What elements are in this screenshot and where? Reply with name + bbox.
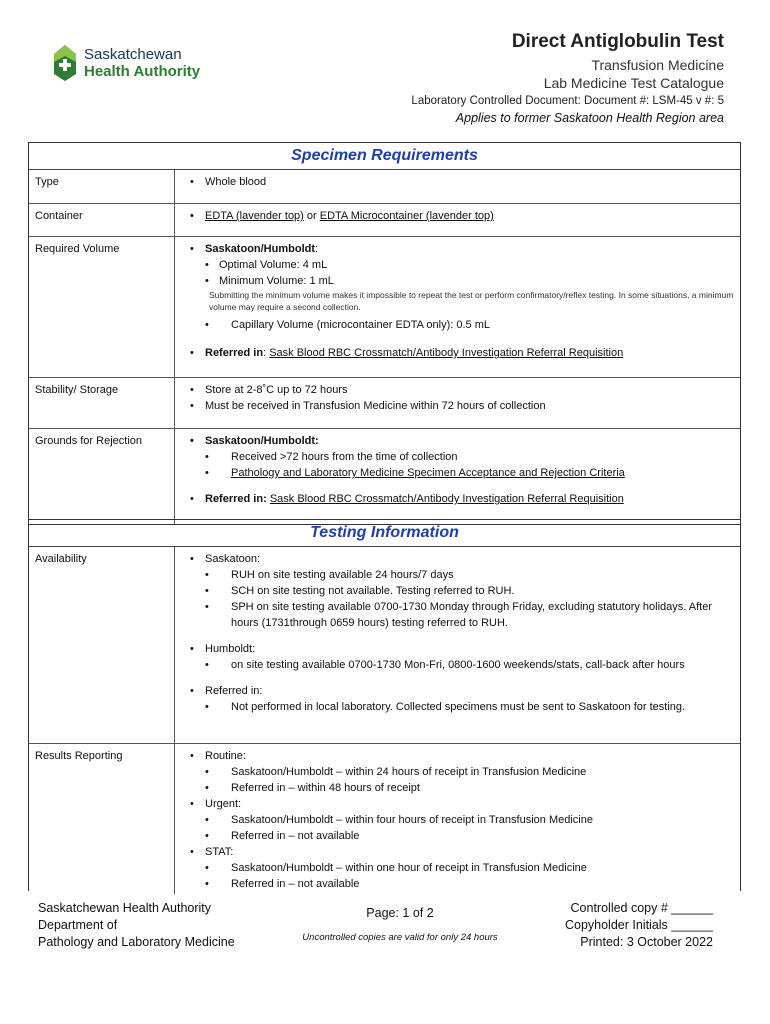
table-row bbox=[29, 547, 740, 744]
urgent-label: • Urgent: bbox=[183, 796, 734, 812]
type-value: • Whole blood bbox=[183, 174, 734, 190]
container-or: or bbox=[303, 210, 320, 222]
urgent-1: • Saskatoon/Humboldt – within four hours of receipt in Transfusion Medicine bbox=[183, 812, 734, 828]
avail-referred: • Referred in: bbox=[183, 683, 734, 699]
stat-label: • STAT: bbox=[183, 844, 734, 860]
sha-logo bbox=[52, 44, 200, 82]
department-subtitle: Transfusion Medicine bbox=[591, 57, 724, 73]
stat-1: • Saskatoon/Humboldt – within one hour of receipt in Transfusion Medicine bbox=[183, 860, 734, 876]
specimen-requirements-heading: Specimen Requirements bbox=[29, 143, 740, 170]
table-row bbox=[29, 204, 740, 237]
logo-line2: Health Authority bbox=[84, 63, 201, 80]
avail-s1: • RUH on site testing available 24 hours/7 days bbox=[183, 567, 734, 583]
sha-logo-icon bbox=[52, 44, 78, 82]
avail-s3: • SPH on site testing available 0700-1730 Monday through Friday, excluding statutory holidays. After hours (1731through 0659 hours) testing referred to RUH. bbox=[183, 599, 734, 631]
controlled-copy: Controlled copy # ______ bbox=[570, 901, 713, 915]
copyholder-initials: Copyholder Initials ______ bbox=[564, 918, 713, 932]
routine-label: • Routine: bbox=[183, 748, 734, 764]
table-row bbox=[29, 378, 740, 429]
avail-h1: • on site testing available 0700-1730 Mon-Fri, 0800-1600 weekends/stats, call-back after hours bbox=[183, 657, 734, 673]
volume-minimum: • Minimum Volume: 1 mL bbox=[183, 273, 734, 289]
volume-capillary: • Capillary Volume (microcontainer EDTA only): 0.5 mL bbox=[183, 317, 734, 333]
volume-referred-colon: : bbox=[263, 347, 270, 359]
applies-note: Applies to former Saskatoon Health Region area bbox=[455, 111, 724, 125]
volume-region: Saskatoon/Humboldt bbox=[205, 243, 316, 255]
volume-colon: : bbox=[315, 243, 319, 255]
page-number: Page: 1 of 2 bbox=[366, 906, 434, 920]
footer-org1: Saskatchewan Health Authority bbox=[38, 901, 212, 915]
routine-1: • Saskatoon/Humboldt – within 24 hours of receipt in Transfusion Medicine bbox=[183, 764, 734, 780]
document-number: Laboratory Controlled Document: Document #: LSM-45 v #: 5 bbox=[411, 95, 724, 107]
logo-line1: Saskatchewan bbox=[84, 46, 182, 63]
footer-org3: Pathology and Laboratory Medicine bbox=[38, 935, 235, 949]
stability-1: • Store at 2-8˚C up to 72 hours bbox=[183, 382, 734, 398]
acceptance-criteria-link[interactable]: Pathology and Laboratory Medicine Specimen Acceptance and Rejection Criteria bbox=[231, 467, 625, 479]
printed-date: Printed: 3 October 2022 bbox=[580, 935, 713, 949]
avail-humboldt: • Humboldt: bbox=[183, 641, 734, 657]
uncontrolled-note: Uncontrolled copies are valid for only 24 hours bbox=[302, 932, 498, 943]
footer-copy-info bbox=[565, 900, 713, 951]
results-reporting-label: Results Reporting bbox=[29, 744, 175, 894]
document-title: Direct Antiglobulin Test bbox=[511, 31, 724, 52]
edta-microcontainer-link[interactable]: EDTA Microcontainer (lavender top) bbox=[319, 210, 494, 222]
container-label: Container bbox=[29, 204, 175, 236]
rejection-label: Grounds for Rejection bbox=[29, 429, 175, 524]
footer-org2: Department of bbox=[38, 918, 118, 932]
avail-r1: • Not performed in local laboratory. Collected specimens must be sent to Saskatoon for testing. bbox=[183, 699, 734, 715]
rejection-referred-label: Referred in: bbox=[205, 493, 267, 505]
referral-requisition-link[interactable]: Sask Blood RBC Crossmatch/Antibody Investigation Referral Requisition bbox=[269, 347, 624, 359]
stat-2: • Referred in – not available bbox=[183, 876, 734, 892]
volume-note: Submitting the minimum volume makes it impossible to repeat the test or perform confirmatory/reflex testing. In some situations, a minimum volume may require a second collection. bbox=[209, 290, 734, 312]
rejection-referral-requisition-link[interactable]: Sask Blood RBC Crossmatch/Antibody Investigation Referral Requisition bbox=[269, 493, 624, 505]
avail-saskatoon: • Saskatoon: bbox=[183, 551, 734, 567]
stability-2: • Must be received in Transfusion Medicine within 72 hours of collection bbox=[183, 398, 734, 414]
testing-information-heading: Testing Information bbox=[29, 520, 740, 547]
urgent-2: • Referred in – not available bbox=[183, 828, 734, 844]
volume-optimal: • Optimal Volume: 4 mL bbox=[183, 257, 734, 273]
availability-label: Availability bbox=[29, 547, 175, 743]
required-volume-label: Required Volume bbox=[29, 237, 175, 377]
rejection-region: • Saskatoon/Humboldt: bbox=[183, 433, 734, 449]
testing-information-table bbox=[28, 519, 741, 891]
specimen-requirements-table bbox=[28, 142, 741, 525]
table-row bbox=[29, 429, 740, 524]
routine-2: • Referred in – within 48 hours of receipt bbox=[183, 780, 734, 796]
avail-s2: • SCH on site testing not available. Testing referred to RUH. bbox=[183, 583, 734, 599]
edta-lavender-link[interactable]: EDTA (lavender top) bbox=[205, 210, 304, 222]
volume-referred-label: Referred in bbox=[205, 347, 264, 359]
table-row bbox=[29, 744, 740, 894]
rejection-1: • Received >72 hours from the time of collection bbox=[183, 449, 734, 465]
type-label: Type bbox=[29, 170, 175, 203]
footer-organization bbox=[38, 900, 235, 951]
table-row bbox=[29, 237, 740, 378]
table-row bbox=[29, 170, 740, 204]
stability-label: Stability/ Storage bbox=[29, 378, 175, 428]
catalogue-subtitle: Lab Medicine Test Catalogue bbox=[543, 75, 724, 91]
